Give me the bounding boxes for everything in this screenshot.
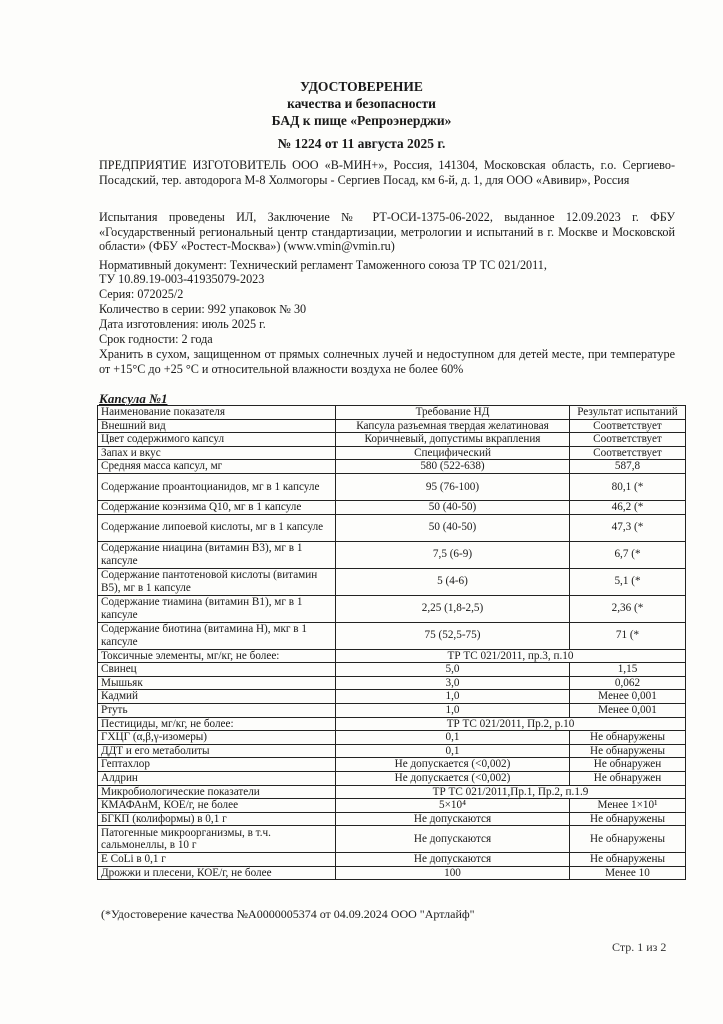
- cell-indicator: Средняя масса капсул, мг: [98, 460, 336, 474]
- table-row: [98, 799, 686, 813]
- table-row: [98, 419, 686, 433]
- cell-indicator: ГХЦГ (α,β,γ-изомеры): [98, 731, 336, 745]
- table-row: [98, 514, 686, 541]
- cell-indicator: Содержание тиамина (витамин B1), мг в 1 капсуле: [98, 595, 336, 622]
- cell-result: Менее 10: [570, 866, 686, 880]
- cell-result: Не обнаружены: [570, 812, 686, 826]
- capsule-heading: Капсула №1: [99, 391, 168, 406]
- cell-requirement: Коричневый, допустимы вкрапления: [336, 433, 570, 447]
- table-row: [98, 853, 686, 867]
- table-row: [98, 446, 686, 460]
- cell-requirement: ТР ТС 021/2011,Пр.1, Пр.2, п.1.9: [336, 785, 686, 799]
- cell-result: Не обнаружены: [570, 744, 686, 758]
- cell-requirement: Не допускаются: [336, 812, 570, 826]
- cell-requirement: ТР ТС 021/2011, пр.3, п.10: [336, 649, 686, 663]
- cell-result: 1,15: [570, 663, 686, 677]
- cell-requirement: 100: [336, 866, 570, 880]
- cell-indicator: Содержание биотина (витамина H), мкг в 1 капсуле: [98, 622, 336, 649]
- table-row: [98, 568, 686, 595]
- batch-quantity: Количество в серии: 992 упаковок № 30: [99, 302, 307, 316]
- cell-indicator: Алдрин: [98, 771, 336, 785]
- cell-result: Не обнаружен: [570, 771, 686, 785]
- cell-requirement: Специфический: [336, 446, 570, 460]
- cell-result: Менее 0,001: [570, 703, 686, 717]
- table-row: [98, 703, 686, 717]
- cell-indicator: Дрожжи и плесени, КОЕ/г, не более: [98, 866, 336, 880]
- cell-indicator: Микробиологические показатели: [98, 785, 336, 799]
- cell-result: Менее 0,001: [570, 690, 686, 704]
- cell-requirement: 5 (4-6): [336, 568, 570, 595]
- cell-result: Не обнаружены: [570, 826, 686, 853]
- cell-indicator: КМАФАнМ, КОЕ/г, не более: [98, 799, 336, 813]
- cell-result: 47,3 (*: [570, 514, 686, 541]
- series: Серия: 072025/2: [99, 287, 184, 301]
- table-row: [98, 826, 686, 853]
- table-row: [98, 676, 686, 690]
- cell-requirement: 1,0: [336, 690, 570, 704]
- cell-indicator: Гептахлор: [98, 758, 336, 772]
- cell-requirement: 95 (76-100): [336, 473, 570, 500]
- header-requirement: Требование НД: [336, 406, 570, 420]
- cell-requirement: Не допускается (<0,002): [336, 758, 570, 772]
- table-header-row: [98, 406, 686, 420]
- cell-indicator: Содержание коэнзима Q10, мг в 1 капсуле: [98, 500, 336, 514]
- test-results-table: [97, 405, 686, 880]
- cell-requirement: Не допускается (<0,002): [336, 771, 570, 785]
- cell-result: 46,2 (*: [570, 500, 686, 514]
- cell-result: Соответствует: [570, 433, 686, 447]
- table-row: [98, 812, 686, 826]
- cell-indicator: Содержание проантоцианидов, мг в 1 капсуле: [98, 473, 336, 500]
- testing-info: Испытания проведены ИЛ, Заключение № РТ-ОСИ-1375-06-2022, выданное 12.09.2023 г. ФБУ «Государственный региональный центр стандартизации, метрологии и испытаний в г. Москве и Московской области» (ФБУ «Ростест-Москва») (www.vmin@vmin.ru): [99, 210, 675, 254]
- cell-requirement: 50 (40-50): [336, 514, 570, 541]
- table-row: [98, 433, 686, 447]
- table-row: [98, 500, 686, 514]
- manufacturer-info: ПРЕДПРИЯТИЕ ИЗГОТОВИТЕЛЬ ООО «В-МИН+», Россия, 141304, Московская область, г.о. Сергиево-Посадский, тер. автодорога М-8 Холмогоры - Сергиев Посад, км 6-й, д. 1, для ООО «Авивир», Россия: [99, 158, 675, 187]
- cell-result: 80,1 (*: [570, 473, 686, 500]
- cell-indicator: Кадмий: [98, 690, 336, 704]
- cell-result: 0,062: [570, 676, 686, 690]
- table-row: [98, 541, 686, 568]
- cell-indicator: ДДТ и его метаболиты: [98, 744, 336, 758]
- certificate-number: № 1224 от 11 августа 2025 г.: [277, 136, 446, 151]
- cell-requirement: 5,0: [336, 663, 570, 677]
- cell-requirement: 3,0: [336, 676, 570, 690]
- document-title: УДОСТОВЕРЕНИЕ: [300, 79, 423, 94]
- cell-requirement: 0,1: [336, 731, 570, 745]
- product-name: БАД к пище «Репроэнерджи»: [271, 113, 452, 128]
- cell-result: Не обнаружены: [570, 853, 686, 867]
- page-number: Стр. 1 из 2: [612, 940, 667, 954]
- cell-result: Менее 1×10¹: [570, 799, 686, 813]
- header-indicator: Наименование показателя: [98, 406, 336, 420]
- cell-result: 71 (*: [570, 622, 686, 649]
- table-row: [98, 649, 686, 663]
- cell-result: Соответствует: [570, 419, 686, 433]
- table-row: [98, 473, 686, 500]
- footnote: (*Удостоверение качества №A0000005374 от 04.09.2024 ООО "Артлайф": [101, 907, 475, 921]
- shelf-life: Срок годности: 2 года: [99, 332, 213, 346]
- cell-requirement: Не допускаются: [336, 826, 570, 853]
- table-row: [98, 758, 686, 772]
- cell-requirement: 2,25 (1,8-2,5): [336, 595, 570, 622]
- cell-requirement: 7,5 (6-9): [336, 541, 570, 568]
- cell-indicator: E CoLi в 0,1 г: [98, 853, 336, 867]
- cell-indicator: Свинец: [98, 663, 336, 677]
- cell-indicator: Пестициды, мг/кг, не более:: [98, 717, 336, 731]
- cell-requirement: Капсула разъемная твердая желатиновая: [336, 419, 570, 433]
- cell-requirement: 50 (40-50): [336, 500, 570, 514]
- cell-result: 587,8: [570, 460, 686, 474]
- cell-result: 2,36 (*: [570, 595, 686, 622]
- table-row: [98, 690, 686, 704]
- table-row: [98, 785, 686, 799]
- cell-result: Не обнаружены: [570, 731, 686, 745]
- cell-indicator: Патогенные микроорганизмы, в т.ч. сальмонеллы, в 10 г: [98, 826, 336, 853]
- cell-indicator: БГКП (колиформы) в 0,1 г: [98, 812, 336, 826]
- table-row: [98, 731, 686, 745]
- table-row: [98, 622, 686, 649]
- cell-requirement: ТР ТС 021/2011, Пр.2, р.10: [336, 717, 686, 731]
- cell-indicator: Содержание липоевой кислоты, мг в 1 капсуле: [98, 514, 336, 541]
- document-subtitle: качества и безопасности: [287, 96, 436, 111]
- storage-conditions: Хранить в сухом, защищенном от прямых солнечных лучей и недоступном для детей месте, при температуре от +15°С до +25 °С и относительной влажности воздуха не более 60%: [99, 347, 675, 376]
- cell-result: Не обнаружен: [570, 758, 686, 772]
- table-row: [98, 866, 686, 880]
- cell-requirement: Не допускаются: [336, 853, 570, 867]
- cell-indicator: Цвет содержимого капсул: [98, 433, 336, 447]
- cell-requirement: 1,0: [336, 703, 570, 717]
- cell-requirement: 5×10⁴: [336, 799, 570, 813]
- cell-requirement: 0,1: [336, 744, 570, 758]
- cell-indicator: Запах и вкус: [98, 446, 336, 460]
- cell-result: 6,7 (*: [570, 541, 686, 568]
- cell-indicator: Содержание ниацина (витамин B3), мг в 1 капсуле: [98, 541, 336, 568]
- header-result: Результат испытаний: [570, 406, 686, 420]
- cell-indicator: Содержание пантотеновой кислоты (витамин B5), мг в 1 капсуле: [98, 568, 336, 595]
- table-row: [98, 460, 686, 474]
- cell-requirement: 75 (52,5-75): [336, 622, 570, 649]
- cell-result: Соответствует: [570, 446, 686, 460]
- normative-document: Нормативный документ: Технический регламент Таможенного союза ТР ТС 021/2011,: [99, 258, 547, 272]
- table-row: [98, 595, 686, 622]
- technical-conditions: ТУ 10.89.19-003-41935079-2023: [99, 272, 265, 286]
- cell-indicator: Мышьяк: [98, 676, 336, 690]
- table-row: [98, 744, 686, 758]
- cell-indicator: Внешний вид: [98, 419, 336, 433]
- cell-requirement: 580 (522-638): [336, 460, 570, 474]
- table-row: [98, 663, 686, 677]
- table-row: [98, 717, 686, 731]
- cell-indicator: Токсичные элементы, мг/кг, не более:: [98, 649, 336, 663]
- table-row: [98, 771, 686, 785]
- cell-indicator: Ртуть: [98, 703, 336, 717]
- manufacture-date: Дата изготовления: июль 2025 г.: [99, 317, 266, 331]
- cell-result: 5,1 (*: [570, 568, 686, 595]
